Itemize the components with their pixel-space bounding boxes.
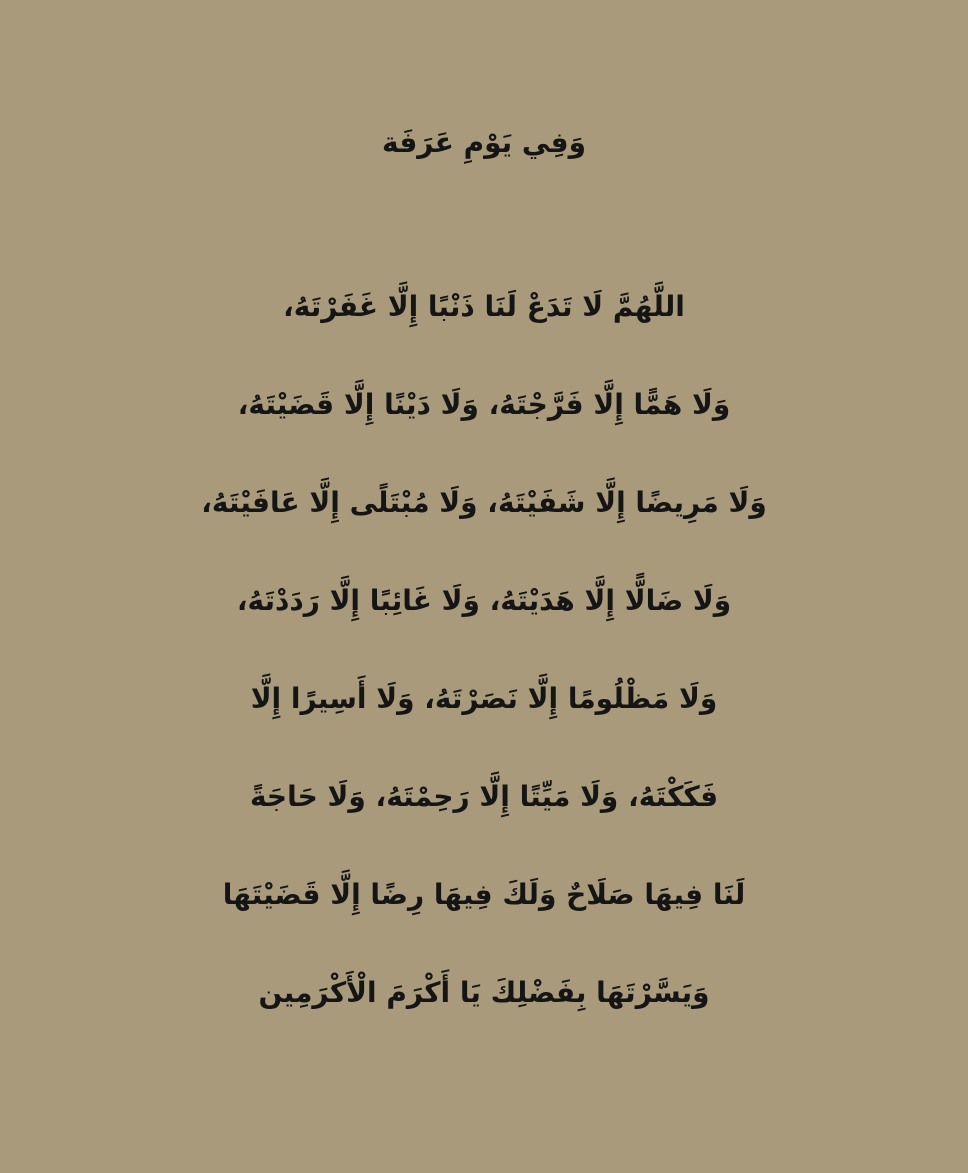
dua-line: لَنَا فِيهَا صَلَاحٌ وَلَكَ فِيهَا رِضًا إِلَّا قَضَيْتَهَا [222,878,746,911]
dua-line: فَكَكْتَهُ، وَلَا مَيِّتًا إِلَّا رَحِمْتَهُ، وَلَا حَاجَةً [249,780,719,813]
dua-text [0,258,968,1042]
dua-line: وَيَسَّرْتَهَا بِفَضْلِكَ يَا أَكْرَمَ الْأَكْرَمِين [258,976,710,1009]
dua-line: وَلَا مَرِيضًا إِلَّا شَفَيْتَهُ، وَلَا مُبْتَلًى إِلَّا عَافَيْتَهُ، [201,486,767,519]
dua-line: وَلَا مَظْلُومًا إِلَّا نَصَرْتَهُ، وَلَا أَسِيرًا إِلَّا [250,682,718,715]
dua-title: وَفِي يَوْمِ عَرَفَة [381,126,586,159]
dua-line: اللَّهُمَّ لَا تَدَعْ لَنَا ذَنْبًا إِلَّا غَفَرْتَهُ، [283,290,685,323]
dua-line: وَلَا ضَالًّا إِلَّا هَدَيْتَهُ، وَلَا غَائِبًا إِلَّا رَدَدْتَهُ، [236,584,732,617]
dua-line: وَلَا هَمًّا إِلَّا فَرَّجْتَهُ، وَلَا دَيْنًا إِلَّا قَضَيْتَهُ، [237,388,731,421]
